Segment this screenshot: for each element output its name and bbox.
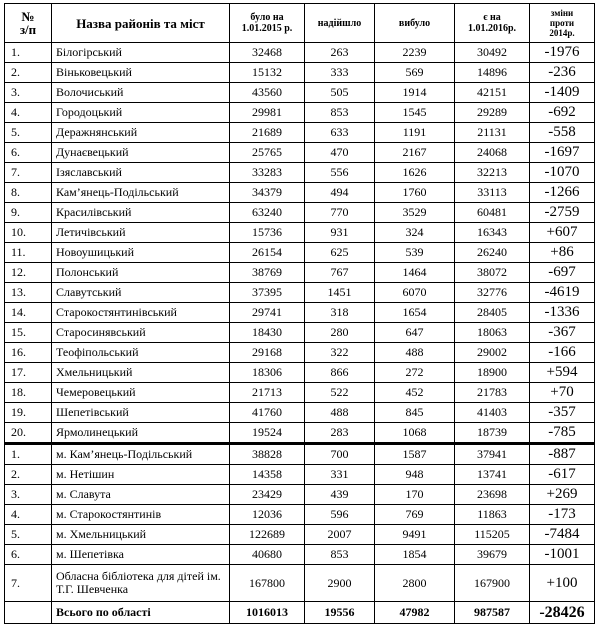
city-row bbox=[5, 565, 595, 602]
total-removed: 47982 bbox=[375, 602, 455, 624]
row-name: м. Шепетівка bbox=[52, 545, 230, 565]
row-removed: 9491 bbox=[375, 525, 455, 545]
table-body bbox=[5, 43, 595, 624]
row-is: 26240 bbox=[455, 243, 530, 263]
row-received: 1451 bbox=[305, 283, 375, 303]
row-is: 11863 bbox=[455, 505, 530, 525]
row-name: Славутський bbox=[52, 283, 230, 303]
row-removed: 1587 bbox=[375, 444, 455, 465]
row-was: 21713 bbox=[230, 383, 305, 403]
row-name: м. Славута bbox=[52, 485, 230, 505]
row-change: -367 bbox=[530, 323, 595, 343]
row-removed: 170 bbox=[375, 485, 455, 505]
row-name: Старокостянтинівський bbox=[52, 303, 230, 323]
row-received: 700 bbox=[305, 444, 375, 465]
row-name: Теофіпольський bbox=[52, 343, 230, 363]
row-was: 23429 bbox=[230, 485, 305, 505]
row-is: 21783 bbox=[455, 383, 530, 403]
row-change: +594 bbox=[530, 363, 595, 383]
district-row bbox=[5, 243, 595, 263]
row-number: 18. bbox=[5, 383, 52, 403]
row-change: +86 bbox=[530, 243, 595, 263]
row-number: 11. bbox=[5, 243, 52, 263]
district-row bbox=[5, 303, 595, 323]
row-number: 17. bbox=[5, 363, 52, 383]
district-row bbox=[5, 163, 595, 183]
district-row bbox=[5, 363, 595, 383]
row-received: 331 bbox=[305, 465, 375, 485]
row-was: 19524 bbox=[230, 423, 305, 444]
header-name: Назва районів та міст bbox=[52, 4, 230, 43]
header-received: надійшло bbox=[305, 4, 375, 43]
city-row bbox=[5, 505, 595, 525]
row-removed: 1760 bbox=[375, 183, 455, 203]
row-name: м. Хмельницький bbox=[52, 525, 230, 545]
row-was: 38769 bbox=[230, 263, 305, 283]
row-was: 29168 bbox=[230, 343, 305, 363]
row-received: 767 bbox=[305, 263, 375, 283]
header-was-date: 1.01.2015 р. bbox=[241, 23, 293, 34]
row-was: 18430 bbox=[230, 323, 305, 343]
row-change: -7484 bbox=[530, 525, 595, 545]
row-removed: 948 bbox=[375, 465, 455, 485]
row-change: -1697 bbox=[530, 143, 595, 163]
row-is: 60481 bbox=[455, 203, 530, 223]
row-change: -236 bbox=[530, 63, 595, 83]
district-row bbox=[5, 403, 595, 423]
row-is: 115205 bbox=[455, 525, 530, 545]
row-change: -357 bbox=[530, 403, 595, 423]
row-change: +607 bbox=[530, 223, 595, 243]
row-removed: 272 bbox=[375, 363, 455, 383]
row-name: Кам’янець-Подільський bbox=[52, 183, 230, 203]
row-was: 34379 bbox=[230, 183, 305, 203]
row-received: 596 bbox=[305, 505, 375, 525]
district-row bbox=[5, 323, 595, 343]
row-number: 7. bbox=[5, 565, 52, 602]
row-number: 8. bbox=[5, 183, 52, 203]
row-received: 439 bbox=[305, 485, 375, 505]
row-removed: 2800 bbox=[375, 565, 455, 602]
city-row bbox=[5, 545, 595, 565]
row-is: 21131 bbox=[455, 123, 530, 143]
row-name: Городоцький bbox=[52, 103, 230, 123]
row-removed: 845 bbox=[375, 403, 455, 423]
row-number: 12. bbox=[5, 263, 52, 283]
row-is: 14896 bbox=[455, 63, 530, 83]
row-received: 494 bbox=[305, 183, 375, 203]
row-is: 24068 bbox=[455, 143, 530, 163]
row-is: 32776 bbox=[455, 283, 530, 303]
district-row bbox=[5, 423, 595, 444]
row-removed: 1191 bbox=[375, 123, 455, 143]
row-was: 40680 bbox=[230, 545, 305, 565]
row-was: 33283 bbox=[230, 163, 305, 183]
row-is: 38072 bbox=[455, 263, 530, 283]
total-was: 1016013 bbox=[230, 602, 305, 624]
row-name: м. Кам’янець-Подільський bbox=[52, 444, 230, 465]
row-received: 853 bbox=[305, 545, 375, 565]
row-removed: 324 bbox=[375, 223, 455, 243]
row-was: 25765 bbox=[230, 143, 305, 163]
district-row bbox=[5, 143, 595, 163]
row-name: Деражнянський bbox=[52, 123, 230, 143]
row-was: 29741 bbox=[230, 303, 305, 323]
row-number: 13. bbox=[5, 283, 52, 303]
total-number bbox=[5, 602, 52, 624]
row-received: 505 bbox=[305, 83, 375, 103]
total-label: Всього по області bbox=[52, 602, 230, 624]
header-is bbox=[455, 4, 530, 43]
row-removed: 647 bbox=[375, 323, 455, 343]
row-is: 16343 bbox=[455, 223, 530, 243]
row-number: 6. bbox=[5, 143, 52, 163]
row-removed: 1626 bbox=[375, 163, 455, 183]
header-change-l2: проти bbox=[549, 18, 575, 28]
row-number: 10. bbox=[5, 223, 52, 243]
row-name: Віньковецький bbox=[52, 63, 230, 83]
row-name: Хмельницький bbox=[52, 363, 230, 383]
row-name: Обласна бібліотека для дітей ім. Т.Г. Шевченка bbox=[52, 565, 230, 602]
row-received: 488 bbox=[305, 403, 375, 423]
row-was: 43560 bbox=[230, 83, 305, 103]
row-number: 20. bbox=[5, 423, 52, 444]
header-number-abbr: з/п bbox=[19, 22, 37, 37]
district-row bbox=[5, 83, 595, 103]
row-was: 32468 bbox=[230, 43, 305, 63]
city-row bbox=[5, 465, 595, 485]
row-was: 63240 bbox=[230, 203, 305, 223]
row-is: 29289 bbox=[455, 103, 530, 123]
row-is: 29002 bbox=[455, 343, 530, 363]
city-row bbox=[5, 525, 595, 545]
row-received: 522 bbox=[305, 383, 375, 403]
row-was: 21689 bbox=[230, 123, 305, 143]
district-row bbox=[5, 343, 595, 363]
row-is: 39679 bbox=[455, 545, 530, 565]
row-received: 263 bbox=[305, 43, 375, 63]
row-received: 333 bbox=[305, 63, 375, 83]
row-number: 3. bbox=[5, 83, 52, 103]
row-received: 2007 bbox=[305, 525, 375, 545]
city-row bbox=[5, 444, 595, 465]
header-removed: вибуло bbox=[375, 4, 455, 43]
district-row bbox=[5, 203, 595, 223]
district-row bbox=[5, 123, 595, 143]
header-was-text: було на bbox=[250, 12, 284, 23]
header-change-l1: зміни bbox=[550, 8, 574, 18]
row-removed: 2239 bbox=[375, 43, 455, 63]
row-is: 18900 bbox=[455, 363, 530, 383]
row-number: 5. bbox=[5, 525, 52, 545]
row-is: 167900 bbox=[455, 565, 530, 602]
row-removed: 452 bbox=[375, 383, 455, 403]
library-stock-table bbox=[4, 3, 595, 624]
row-change: -887 bbox=[530, 444, 595, 465]
header-number-sign: № bbox=[21, 9, 35, 24]
row-change: -697 bbox=[530, 263, 595, 283]
row-received: 770 bbox=[305, 203, 375, 223]
row-change: -166 bbox=[530, 343, 595, 363]
row-name: Старосинявський bbox=[52, 323, 230, 343]
district-row bbox=[5, 183, 595, 203]
row-removed: 569 bbox=[375, 63, 455, 83]
row-received: 280 bbox=[305, 323, 375, 343]
row-name: Шепетівський bbox=[52, 403, 230, 423]
row-change: -692 bbox=[530, 103, 595, 123]
row-is: 13741 bbox=[455, 465, 530, 485]
row-name: Ярмолинецький bbox=[52, 423, 230, 444]
row-change: -1409 bbox=[530, 83, 595, 103]
district-row bbox=[5, 223, 595, 243]
row-change: -558 bbox=[530, 123, 595, 143]
row-removed: 488 bbox=[375, 343, 455, 363]
row-name: Полонський bbox=[52, 263, 230, 283]
row-name: Ізяславський bbox=[52, 163, 230, 183]
row-number: 16. bbox=[5, 343, 52, 363]
row-change: -785 bbox=[530, 423, 595, 444]
row-name: Новоушицький bbox=[52, 243, 230, 263]
row-removed: 1914 bbox=[375, 83, 455, 103]
header-is-date: 1.01.2016р. bbox=[467, 23, 517, 34]
table-header bbox=[5, 4, 595, 43]
row-removed: 6070 bbox=[375, 283, 455, 303]
row-is: 42151 bbox=[455, 83, 530, 103]
row-is: 32213 bbox=[455, 163, 530, 183]
row-name: м. Нетішин bbox=[52, 465, 230, 485]
row-number: 4. bbox=[5, 505, 52, 525]
row-was: 12036 bbox=[230, 505, 305, 525]
row-number: 5. bbox=[5, 123, 52, 143]
row-is: 30492 bbox=[455, 43, 530, 63]
row-received: 931 bbox=[305, 223, 375, 243]
district-row bbox=[5, 103, 595, 123]
row-was: 37395 bbox=[230, 283, 305, 303]
row-is: 18739 bbox=[455, 423, 530, 444]
row-change: +100 bbox=[530, 565, 595, 602]
row-was: 15736 bbox=[230, 223, 305, 243]
row-was: 38828 bbox=[230, 444, 305, 465]
header-number bbox=[5, 4, 52, 43]
row-removed: 1854 bbox=[375, 545, 455, 565]
row-received: 625 bbox=[305, 243, 375, 263]
row-number: 6. bbox=[5, 545, 52, 565]
header-change bbox=[530, 4, 595, 43]
row-removed: 539 bbox=[375, 243, 455, 263]
row-name: Волочиський bbox=[52, 83, 230, 103]
row-was: 14358 bbox=[230, 465, 305, 485]
row-name: Летичівський bbox=[52, 223, 230, 243]
row-removed: 1545 bbox=[375, 103, 455, 123]
header-change-l3: 2014р. bbox=[549, 28, 575, 38]
row-change: -173 bbox=[530, 505, 595, 525]
row-name: Дунаєвецький bbox=[52, 143, 230, 163]
total-is: 987587 bbox=[455, 602, 530, 624]
header-is-text: є на bbox=[483, 12, 501, 23]
district-row bbox=[5, 283, 595, 303]
row-was: 29981 bbox=[230, 103, 305, 123]
row-was: 26154 bbox=[230, 243, 305, 263]
row-received: 866 bbox=[305, 363, 375, 383]
row-change: -2759 bbox=[530, 203, 595, 223]
row-number: 14. bbox=[5, 303, 52, 323]
row-name: Білогірський bbox=[52, 43, 230, 63]
row-removed: 3529 bbox=[375, 203, 455, 223]
row-number: 1. bbox=[5, 43, 52, 63]
row-is: 23698 bbox=[455, 485, 530, 505]
row-name: Красилівський bbox=[52, 203, 230, 223]
row-number: 7. bbox=[5, 163, 52, 183]
row-received: 283 bbox=[305, 423, 375, 444]
row-was: 15132 bbox=[230, 63, 305, 83]
city-row bbox=[5, 485, 595, 505]
row-change: -4619 bbox=[530, 283, 595, 303]
row-name: Чемеровецький bbox=[52, 383, 230, 403]
row-change: -1070 bbox=[530, 163, 595, 183]
row-is: 41403 bbox=[455, 403, 530, 423]
district-row bbox=[5, 383, 595, 403]
total-row bbox=[5, 602, 595, 624]
row-received: 318 bbox=[305, 303, 375, 323]
row-received: 853 bbox=[305, 103, 375, 123]
row-received: 556 bbox=[305, 163, 375, 183]
row-number: 9. bbox=[5, 203, 52, 223]
district-row bbox=[5, 263, 595, 283]
row-received: 633 bbox=[305, 123, 375, 143]
row-received: 470 bbox=[305, 143, 375, 163]
row-number: 19. bbox=[5, 403, 52, 423]
row-number: 4. bbox=[5, 103, 52, 123]
row-change: -1336 bbox=[530, 303, 595, 323]
row-is: 28405 bbox=[455, 303, 530, 323]
row-was: 41760 bbox=[230, 403, 305, 423]
row-name: м. Старокостянтинів bbox=[52, 505, 230, 525]
row-removed: 1464 bbox=[375, 263, 455, 283]
row-received: 2900 bbox=[305, 565, 375, 602]
row-was: 122689 bbox=[230, 525, 305, 545]
row-removed: 769 bbox=[375, 505, 455, 525]
row-removed: 2167 bbox=[375, 143, 455, 163]
row-change: -1001 bbox=[530, 545, 595, 565]
row-was: 167800 bbox=[230, 565, 305, 602]
row-number: 2. bbox=[5, 465, 52, 485]
row-number: 1. bbox=[5, 444, 52, 465]
row-was: 18306 bbox=[230, 363, 305, 383]
row-change: -1266 bbox=[530, 183, 595, 203]
row-change: +269 bbox=[530, 485, 595, 505]
total-change: -28426 bbox=[530, 602, 595, 624]
row-removed: 1068 bbox=[375, 423, 455, 444]
row-is: 33113 bbox=[455, 183, 530, 203]
row-change: +70 bbox=[530, 383, 595, 403]
district-row bbox=[5, 43, 595, 63]
district-row bbox=[5, 63, 595, 83]
row-number: 3. bbox=[5, 485, 52, 505]
row-number: 15. bbox=[5, 323, 52, 343]
total-received: 19556 bbox=[305, 602, 375, 624]
row-change: -617 bbox=[530, 465, 595, 485]
row-number: 2. bbox=[5, 63, 52, 83]
header-was bbox=[230, 4, 305, 43]
row-received: 322 bbox=[305, 343, 375, 363]
row-is: 18063 bbox=[455, 323, 530, 343]
row-is: 37941 bbox=[455, 444, 530, 465]
row-change: -1976 bbox=[530, 43, 595, 63]
row-removed: 1654 bbox=[375, 303, 455, 323]
